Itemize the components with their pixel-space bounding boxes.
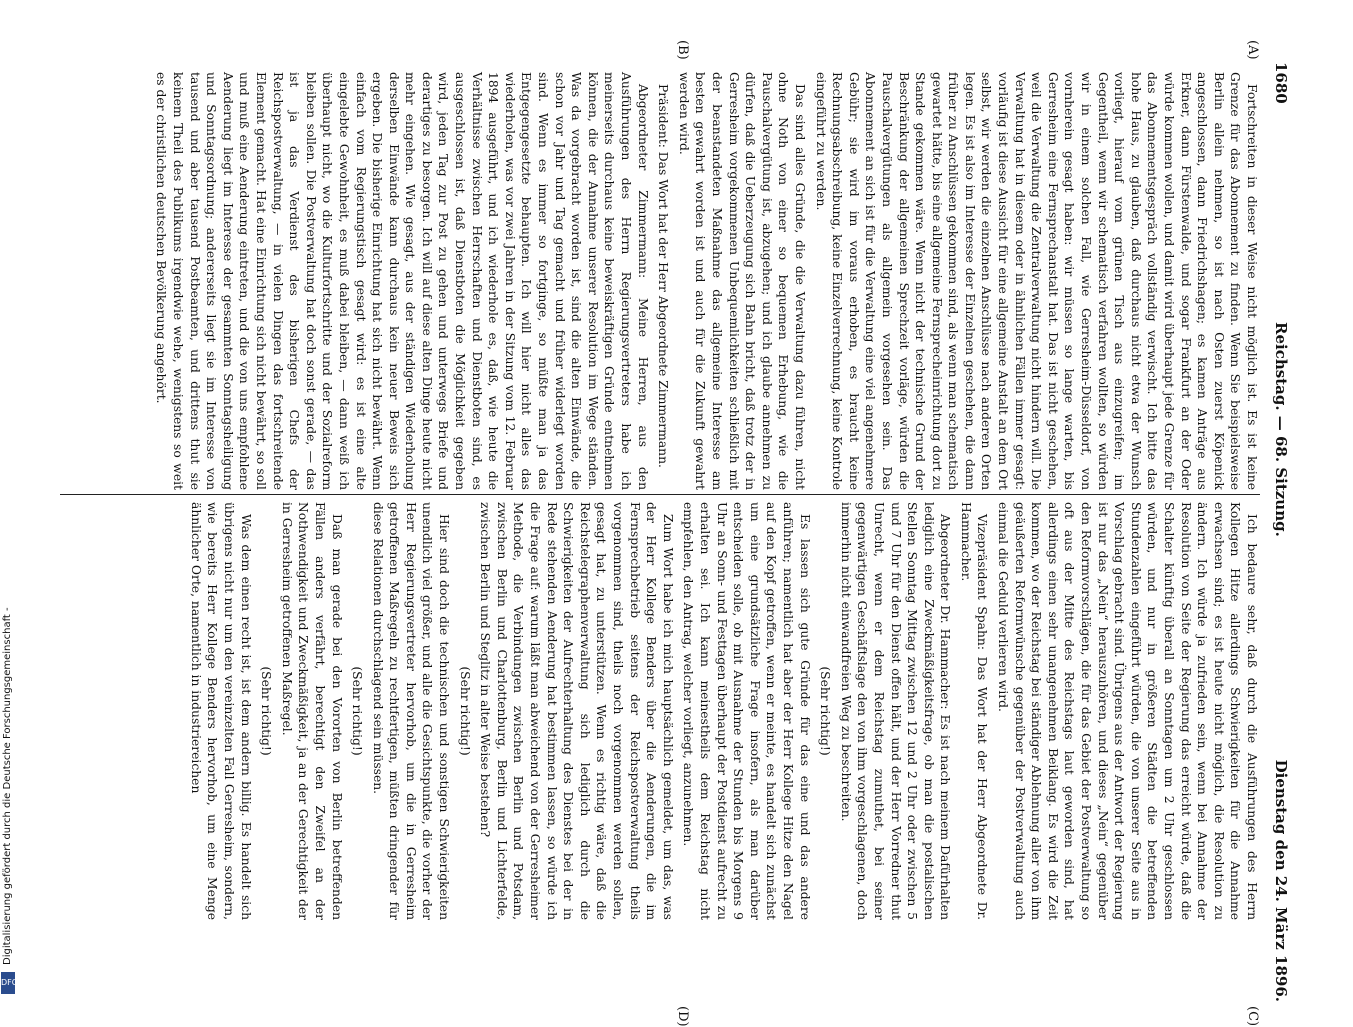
interjection: (Sehr richtig!): [350, 666, 365, 756]
interjection: (Sehr richtig!): [818, 666, 833, 756]
right-text-column: [183, 502, 1260, 920]
paragraph: Abgeordneter Zimmermann: Meine Herren, aus den Ausführungen des Herrn Regierungsvertreters habe ich meinerseits durchaus keine beweiskräftigen Gründe entnehmen können, die der Annahme unserer Resolution im Wege ständen. Was da vorgebracht worden ist, sind die alten Einwände, die schon vor Jahr und Tag gemacht und früher widerlegt worden sind. Wenn es immer so fortginge, so müßte man ja das Entgegengesetzte behaupten. Ich will hier nicht alles das wiederholen, was vor zwei Jahren in der Sitzung vom 12. Februar 1894 ausgeführt, und ich wiederhole es, daß, wie heute die Verhältnisse zwischen Herrschaften und Dienstboten sind, es ausgeschlossen ist, daß Dienstboten die Möglichkeit gegeben wird, jeden Tag zur Post zu gehen und unterwegs Briefe und derartiges zu besorgen. Ich will auf diese alten Dinge heute nicht mehr eingehen. Wie gesagt, aus der ständigen Wiederholung derselben Einwände kann durchaus kein neuer Beweis sich ergeben. Die bisherige Einrichtung hat sich nicht bewährt. Wenn einfach vom Regierungstisch gesagt wird: es ist eine alte eingelebte Gewohnheit, es muß dabei bleiben, — dann weiß ich überhaupt nicht, wo die Kulturfortschritte und der Sozialreform bleiben sollen. Die Postverwaltung hat doch sonst gerade, — das ist ja das Verdienst des bisherigen Chefs der Reichspostverwaltung, — in vielen Dingen das fortschreitende Element gemacht. Hat eine Einrichtung sich nicht bewährt, so soll und muß eine Aenderung eintreten, und die von uns empfohlene Aenderung liegt im Interesse der gesammten Sonntagsheiligung und Sonntagsordnung; andererseits liegt sie im Interesse von tausend und aber tausend Postbeamten, und drittens thut sie keinem Theil des Publikums irgendwie wehe, wenigstens so weit es der christlichen deutschen Bevölkerung angehört.: [154, 72, 650, 490]
paragraph: Hier sind doch die technischen und sonstigen Schwierigkeiten unendlich viel größer, und alle die Gesichtspunkte, die vorher der Herr Regierungsvertreter hervorhob, um die in Gerresheim getroffenen Maßregeln zu rechtfertigen, müßten dringender für diese Relationen durchschlagend sein müssen.: [370, 502, 452, 920]
margin-mark-b: (B): [675, 40, 690, 60]
paragraph: Zum Wort habe ich mich hauptsächlich gemeldet, um das, was der Herr Kollege Benders über die Aenderungen, die im Fernsprechbetrieb seitens der Reichspostverwaltung theils vorgenommen sind, theils noch vorgenommen werden sollen, gesagt hat, zu unterstützen. Wenn es richtig wäre, daß die Reichstelegraphenverwaltung sich lediglich durch die Schwierigkeiten der Aufrechterhaltung des Dienstes bei der in Rede stehenden Aenderung hat bestimmen lassen, so würde ich die Frage auf: warum läßt man abweichend von der Gerresheimer Methode, die Verbindungen zwischen Berlin und Potsdam, zwischen Berlin und Charlottenburg, Berlin und Lichterfelde, zwischen Berlin und Steglitz in alter Weise bestehen?: [478, 502, 675, 920]
page-header: [1268, 62, 1290, 1002]
paragraph: Das sind alles Gründe, die die Verwaltung dazu führen, nicht ohne Noth von einer so bequemen Erhebung, wie die Pauschalvergütung ist, abzugehen; und ich glaube annehmen zu dürfen, daß die Ueberzeugung sich Bahn bricht, daß trotz der in Gerresheim vorgekommenen Unbequemlichkeiten schließlich mit der beanstandeten Maßnahme das allgemeine Interesse am besten gewahrt worden ist und auch für die Zukunft gewahrt werden wird.: [676, 72, 807, 490]
dfg-logo: DFG: [1, 972, 15, 994]
column-divider: [60, 494, 1260, 495]
interjection: (Sehr richtig!): [457, 666, 472, 756]
paragraph: Fortschreiten in dieser Weise nicht möglich ist. Es ist keine Grenze für das Abonnement zu finden. Wenn Sie beispielsweise Berlin allein nehmen, so ist nach Osten zuerst Köpenick angeschlossen, dann Friedrichshagen; es kamen Anträge aus Erkner, dann Fürstenwalde, und sogar Frankfurt an der Oder würde kommen wollen, und damit wird überhaupt jede Grenze für das Abonnementsgespräch vollständig verwischt. Ich bitte das hohe Haus, zu glauben, daß durchaus nicht etwa der Wunsch vorliegt, hierauf vom grünen Tisch aus einzugreifen; im Gegentheil, wenn wir schematisch verfahren wollten, so würden wir in einem solchen Fall, wie Gerresheim-Düsseldorf, von vornherein gesagt haben: wir müssen so lange warten, bis Gerresheim eine Fernsprechanstalt hat. Das ist nicht geschehen, weil die Verwaltung die Zentralverwaltung nicht hindern will. Die Verwaltung hat in diesem oder in ähnlichen Fällen immer gesagt: vorläufig ist diese Aussicht für eine allgemeine Anstalt an dem Ort selbst, wir werden die einzelnen Anschlüsse nach anderen Orten legen. Es ist also im Interesse der Einzelnen geschehen, die dann früher zu Anschlüssen gekommen sind, als wenn man schematisch gewartet hätte, bis eine allgemeine Fernsprecheinrichtung dort zu Stande gekommen wäre. Wenn nicht der technische Grund der Beschränkung der allgemeinen Sprechzeit vorläge, würden die Pauschalvergütungen als allgemein vorgesehen sein. Das Abonnement an sich ist für die Verwaltung eine viel angenehmere Gebühr; sie wird im voraus erhoben, es braucht keine Rechnungsabschreibung, keine Einzelverrechnung, keine Kontrole eingeführt zu werden.: [813, 72, 1259, 490]
paragraph: Präsident: Das Wort hat der Herr Abgeordnete Zimmermann.: [656, 84, 671, 468]
paragraph: Was dem einen recht ist, ist dem andern billig. Es handelt sich übrigens nicht nur um den vereinzelten Fall Gerresheim, sondern, wie bereits Herr Kollege Benders hervorhob, um eine Menge ähnlicher Orte, namentlich in industriereichen: [188, 502, 253, 920]
paragraph: Es lassen sich gute Gründe für das eine und das andere anführen; namentlich hat aber der Herr Kollege Hitze den Nagel auf den Kopf getroffen, wenn er meinte, es handelt sich zunächst um eine grundsätzliche Frage insofern, als man darüber entscheiden solle, ob mit Ausnahme der Stunden bis Morgens 9 Uhr an Sonn- und Festtagen überhaupt der Postdienst aufrecht zu erhalten sei. Ich kann meinestheils dem Reichstag nicht empfehlen, den Antrag, welcher vorliegt, anzunehmen.: [681, 502, 812, 920]
margin-mark-c: (C): [1245, 1006, 1260, 1027]
paragraph: Vizepräsident Spahn: Das Wort hat der Herr Abgeordnete Dr. Hammacher.: [958, 502, 990, 920]
margin-mark-a: (A): [1245, 40, 1260, 60]
paragraph: Daß man gerade bei den Vororten von Berlin betreffenden Fällen anders verfährt, berechtigt den Zweifel an der Nothwendigkeit und Zweckmäßigkeit, ja an der Gerechtigkeit der in Gerresheim getroffenen Maßregel.: [279, 502, 344, 920]
session-title: Reichstag. — 68. Sitzung.: [1272, 322, 1290, 537]
digitization-credit: Digitalisierung gefördert durch die Deutsche Forschungsgemeinschaft -: [2, 607, 13, 965]
margin-mark-d: (D): [675, 1006, 690, 1027]
paragraph: Ich bedaure sehr, daß durch die Ausführungen des Herrn Kollegen Hitze allerdings Schwierigkeiten für die Annahme erwachsen sind; es ist heute nicht möglich, die Resolution zu ändern. Ich würde ja zufrieden sein, wenn bei Annahme der Resolution von Seite der Regierung das erreicht würde, daß die Schalter künftig überall an Sonntagen um 2 Uhr geschlossen würden, und nur in größeren Städten die betreffenden Stundenzahlen eingeführt würden, die von unserer Seite aus in Vorschlag gebracht sind. Übrigens aus der Antwort der Regierung ist nur das „Nein“ herauszuhören, und dieses „Nein“ gegenüber den Reformvorschlägen, die für das Gebiet der Postverwaltung so oft aus der Mitte des Reichstags laut geworden sind, hat allerdings einen sehr unangenehmen Beiklang. Es wird die Zeit kommen, wo der Reichstag bei ständiger Ablehnung aller von ihm geäußerten Reformwünsche gegenüber der Postverwaltung auch einmal die Geduld verlieren wird.: [996, 502, 1259, 920]
page-number: 1680: [1272, 62, 1290, 104]
left-text-column: [149, 72, 1260, 490]
interjection: (Sehr richtig!): [259, 666, 274, 756]
session-date: Dienstag den 24. März 1896.: [1272, 759, 1290, 1002]
rotated-newspaper-page: [50, 40, 1290, 1027]
paragraph: Abgeordneter Dr. Hammacher: Es ist nach meinem Dafürhalten lediglich eine Zweckmäßigkeitsfrage, ob man die postalischen Stellen Sonntag Mittag zwischen 12 und 2 Uhr oder zwischen 5 und 7 Uhr für den Dienst offen hält, und der Herr Vorredner thut Unrecht, wenn er dem Reichstag zumuthet, bei seiner gegenwärtigen Geschäftslage den von ihm vorgeschlagenen, doch immerhin nicht einwandfreien Weg zu beschreiten.: [838, 502, 953, 920]
